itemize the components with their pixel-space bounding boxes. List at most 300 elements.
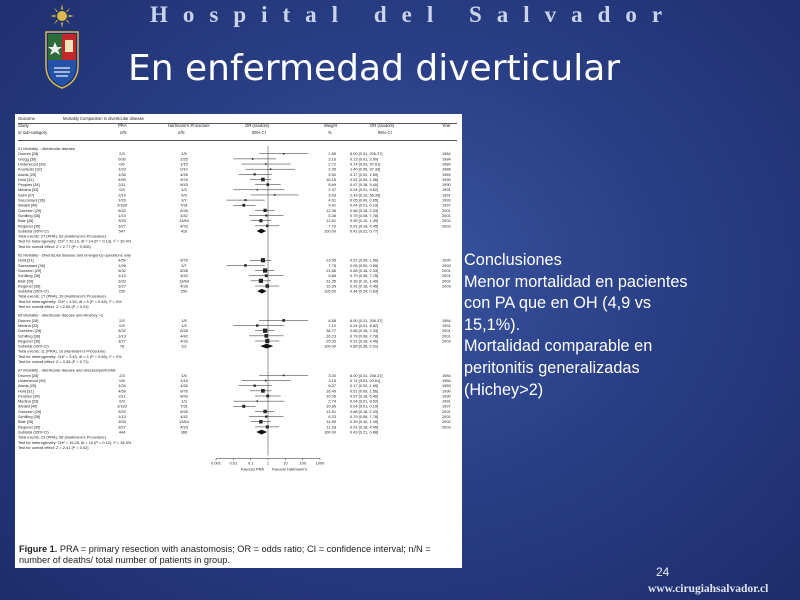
year-value: 1993 (442, 262, 451, 268)
subtotal-ci-text: 0.85 [0.36, 2.01] (350, 343, 379, 349)
study-name: Wedell [40] (18, 202, 38, 208)
slide-header (0, 0, 800, 36)
pra-value: 5/32 (118, 267, 126, 273)
hartmann-value: 6/28 (180, 408, 188, 414)
pra-value: 5/32 (118, 207, 126, 213)
hartmann-value: 8/43 (180, 393, 188, 399)
group-title: 01 Mortality - diverticular disease (18, 146, 75, 151)
year-value: 2001 (442, 328, 451, 334)
weight-value: 16.23 (326, 333, 336, 339)
point-estimate (265, 415, 267, 417)
year-value: 1984 (442, 372, 451, 378)
weight-value: 7.75 (328, 262, 336, 268)
subtotal-weight: 100.00 (324, 228, 336, 234)
group-note: Test for heterogeneity: Chi² = 15.26, df = 10 (P = 0.12), I² = 34.5% (18, 439, 132, 445)
study-name: Hold [31] (18, 257, 34, 263)
or-ci-text: 0.05 [0.00, 0.65] (350, 262, 379, 268)
hartmann-value: 13/64 (179, 278, 189, 284)
year-value: 1991 (442, 398, 451, 404)
subtotal-ci-text: 0.43 [0.21, 0.88] (350, 429, 379, 435)
point-estimate (266, 284, 270, 288)
year-value: 2001 (442, 267, 451, 273)
hartmann-value: 4/42 (180, 273, 188, 279)
subtotal-ci-text: 0.41 [0.22, 0.77] (350, 228, 379, 234)
year-value: 1984 (442, 151, 451, 157)
column-header-row (18, 123, 458, 130)
weight-value: 3.15 (328, 377, 336, 383)
weight-value: 16.49 (326, 388, 336, 394)
study-name: Regenet [35] (18, 338, 41, 344)
weight-value: 2.72 (328, 161, 336, 167)
study-name: Saccomani [36] (18, 262, 45, 268)
hartmann-value: 4/26 (180, 171, 188, 177)
study-name: Blair [26] (18, 218, 34, 224)
point-estimate (266, 425, 269, 428)
point-estimate (259, 279, 263, 283)
weight-value: 7.70 (328, 223, 336, 229)
study-name: Drumm [28] (18, 372, 39, 378)
pra-value: 1/34 (118, 171, 126, 177)
hartmann-value: 9/76 (180, 176, 188, 182)
point-estimate (263, 410, 266, 413)
study-name: Gregg [30] (18, 156, 37, 162)
point-estimate (265, 215, 267, 217)
col-hartmann: Hartmann's Procedure (168, 123, 210, 128)
x-axis-tick-label: 0.001 (211, 460, 221, 466)
hartmann-value: 1/3 (181, 187, 187, 193)
weight-value: 12.61 (326, 218, 336, 224)
hartmann-value: 8/43 (180, 182, 188, 188)
pra-value: 5/32 (118, 328, 126, 334)
study-name: Drumm [28] (18, 317, 39, 323)
or-ci-text: 0.91 [0.18, 4.45] (350, 283, 379, 289)
weight-value: 2.85 (328, 151, 336, 157)
hartmann-value: 0/10 (180, 166, 188, 172)
or-ci-text: 0.51 [0.09, 1.56] (350, 257, 379, 263)
outcome-label: Outcome (18, 116, 35, 121)
or-ci-text: 0.91 [0.18, 4.45] (350, 338, 379, 344)
x-axis-tick-label: 100 (299, 460, 306, 466)
year-value: 1990 (442, 257, 451, 263)
study-name: Underwood [39] (18, 161, 46, 167)
study-name: Regenet [35] (18, 283, 41, 289)
group-note: Test for overall effect: Z = 0.38 (P = 0.71) (18, 359, 89, 364)
header-rule-top (18, 123, 457, 124)
forest-plot-header (18, 116, 458, 137)
pra-value: 3/33 (118, 278, 126, 284)
website-footer: www.cirugiahsalvador.cl (648, 583, 769, 595)
subtotal-diamond (257, 289, 266, 294)
weight-value: 9.41 (328, 202, 336, 208)
hartmann-value: 1/5 (181, 372, 187, 378)
hartmann-value: 1/5 (181, 317, 187, 323)
pra-value: 3/27 (118, 283, 126, 289)
year-value: 1991 (442, 192, 451, 198)
point-estimate (264, 334, 268, 338)
x-axis-tick-label: 1 (266, 460, 270, 466)
university-emblem-icon (40, 2, 84, 90)
study-name: Peoples [34] (18, 182, 40, 188)
group-note: Test for heterogeneity: Chi² = 4.53, df = 5 (P = 0.48), I² = 0% (18, 298, 122, 304)
study-name: Schilling [38] (18, 212, 41, 218)
year-value: 1997 (442, 202, 451, 208)
or-ci-text: 0.24 [0.01, 8.62] (350, 322, 379, 328)
subtotal-hartmann: 250 (180, 288, 188, 294)
point-estimate (261, 389, 265, 393)
point-estimate (265, 274, 268, 277)
year-value: 1984 (442, 156, 451, 162)
weight-value: 2.74 (328, 398, 336, 404)
weight-value: 3.30 (328, 372, 336, 378)
weight-value: 10.05 (326, 393, 336, 399)
subtotal-label: Subtotal (95% CI) (18, 429, 49, 435)
group-title: 02 Mortality - Diverticular disease and emergency operations only (18, 252, 131, 258)
or-ci-text: 0.74 [0.03, 20.61] (350, 377, 381, 383)
group-note: Test for overall effect: Z = 2.55 (P = 0.01) (18, 304, 89, 309)
study-name: Hold [31] (18, 176, 34, 182)
year-value: 2001 (442, 333, 451, 339)
pra-value: 5/32 (118, 408, 126, 414)
hartmann-value: 1/3 (181, 322, 187, 328)
point-estimate (265, 339, 269, 343)
weight-value: 15.39 (326, 283, 336, 289)
hartmann-value: 9/76 (180, 388, 188, 394)
group-note: Test for overall effect: Z = 2.41 (P = 0.02) (18, 444, 89, 450)
weight-value: 9.86 (328, 273, 336, 279)
study-name: Drumm [28] (18, 151, 39, 157)
x-axis-tick-label: 0.1 (247, 460, 254, 466)
col-pra: PRA (118, 123, 127, 128)
point-estimate (254, 173, 256, 175)
hartmann-value: 6/28 (180, 207, 188, 213)
pra-value: 4/59 (118, 176, 126, 182)
pra-value: 2/183 (117, 403, 127, 409)
subtotal-label: Subtotal (95% CI) (18, 288, 49, 294)
weight-value: 29.33 (326, 338, 336, 344)
or-ci-text: 0.04 [0.01, 0.19] (350, 403, 379, 409)
pra-value: 2/3 (119, 317, 125, 323)
conclusions-text (464, 250, 764, 401)
year-value: 1997 (442, 403, 451, 409)
study-name: Alanis [25] (18, 171, 37, 177)
hartmann-value: 4/33 (180, 424, 188, 430)
column-subheader-row (18, 130, 458, 137)
weight-value: 14.59 (326, 419, 336, 425)
subtotal-weight: 100.00 (324, 343, 336, 349)
point-estimate (259, 420, 262, 423)
slide-title: En enfermedad diverticular (128, 48, 621, 89)
weight-value: 38.77 (326, 328, 336, 334)
or-ci-text: 0.68 [0.18, 2.33] (350, 408, 379, 414)
pra-value: 3/33 (118, 419, 126, 425)
or-ci-text: 0.24 [0.01, 8.62] (350, 187, 379, 193)
weight-value: 21.66 (326, 267, 336, 273)
year-value: 1988 (442, 166, 451, 172)
hartmann-value: 6/28 (180, 328, 188, 334)
x-axis-tick-label: 10 (283, 460, 288, 466)
point-estimate (257, 400, 258, 401)
hartmann-value: 4/33 (180, 223, 188, 229)
pra-value: 1/23 (118, 166, 126, 172)
hartmann-value: 4/33 (180, 338, 188, 344)
study-name: Wedell [40] (18, 403, 38, 409)
col-weight-sub: % (328, 130, 332, 135)
pra-value: 1/26 (118, 262, 126, 268)
year-value: 2001 (442, 207, 451, 213)
weight-value: 11.28 (326, 424, 336, 430)
point-estimate (263, 268, 267, 272)
pra-value: 2/183 (117, 202, 127, 208)
year-value: 2002 (442, 218, 451, 224)
study-name: Goezzen [29] (18, 328, 42, 334)
or-ci-text: 2.43 [0.10, 56.39] (350, 192, 381, 198)
pra-value: 3/33 (118, 218, 126, 224)
pra-value: 1/13 (118, 333, 126, 339)
weight-value: 10.89 (326, 403, 336, 409)
pra-value: 4/59 (118, 388, 126, 394)
or-ci-text: 0.68 [0.18, 2.33] (350, 267, 379, 273)
group-note: Total events: 23 (PRA), 58 (Hartmann's Procedure) (18, 434, 106, 440)
study-name: Goezzen [29] (18, 267, 42, 273)
col-or2: OR (random) (370, 123, 395, 128)
weight-value: 4.61 (328, 197, 336, 203)
col-or: OR (random) (245, 123, 270, 128)
pra-value: 1/13 (118, 414, 126, 419)
year-value: 2002 (442, 278, 451, 284)
year-value: 1984 (442, 377, 451, 383)
pra-value: 2/3 (119, 151, 125, 157)
study-name: Hold [31] (18, 388, 34, 394)
conclusions-heading: Conclusiones (464, 251, 562, 269)
figure-caption (19, 544, 457, 566)
figure-caption-text: PRA = primary resection with anastomosis; OR = odds ratio; CI = confidence interval; n/N = number of deaths/ total number of patients in group. (19, 544, 431, 565)
col-or2-sub: 95% CI (378, 130, 392, 135)
year-value: 1984 (442, 161, 451, 167)
pra-value: 3/27 (118, 338, 126, 344)
hartmann-value: 13/64 (179, 218, 189, 224)
point-estimate (259, 219, 262, 222)
point-estimate (256, 324, 258, 326)
study-name: Medina [33] (18, 322, 39, 328)
study-name: Goezzen [29] (18, 207, 42, 213)
year-value: 2001 (442, 273, 451, 279)
x-axis-tick-label: 1000 (315, 460, 325, 466)
or-ci-text: 0.51 [0.09, 1.56] (350, 176, 379, 182)
subtotal-hartmann: 366 (180, 429, 188, 435)
weight-value: 6.37 (328, 383, 336, 389)
pra-value: 3/27 (118, 223, 126, 229)
subtotal-hartmann: 111 (181, 343, 187, 349)
col-weight: Weight (324, 123, 337, 128)
year-value: 2001 (442, 414, 451, 419)
or-ci-text: 0.79 [0.08, 7.78] (350, 273, 379, 279)
group-note: Total events: 27 (PRA), 63 (Hartmann's Procedure) (18, 233, 106, 239)
pra-value: 1/26 (118, 197, 126, 203)
col-hartmann-sub: n/N (178, 130, 185, 135)
point-estimate (283, 375, 285, 377)
col-year: Year (442, 123, 451, 128)
or-ci-text: 0.74 [0.03, 20.61] (350, 161, 381, 167)
or-ci-text: 0.04 [0.01, 0.19] (350, 202, 379, 208)
subtotal-label: Subtotal (95% CI) (18, 228, 49, 234)
subtotal-pra: 444 (118, 429, 126, 435)
conclusions-line: con PA que en OH (4,9 vs (464, 294, 652, 313)
or-ci-text: 0.97 [0.18, 5.40] (350, 393, 379, 399)
weight-value: 2.95 (328, 166, 336, 172)
or-ci-text: 0.68 [0.18, 2.33] (350, 328, 379, 334)
hartmann-value: 3/7 (181, 262, 187, 268)
or-ci-text: 0.39 [0.10, 1.49] (350, 419, 379, 425)
study-name: Blair [26] (18, 278, 34, 284)
group-note: Test for heterogeneity: Chi² = 20.10, df = 14 (P = 0.13), I² = 30.4% (18, 238, 132, 244)
hartmann-value: 4/42 (180, 212, 188, 218)
or-ci-text: 0.97 [0.18, 5.40] (350, 182, 379, 188)
or-ci-text: 0.91 [0.18, 4.45] (350, 223, 379, 229)
study-name: Regenet [35] (18, 223, 41, 229)
point-estimate (261, 178, 265, 182)
pra-value: 3/27 (118, 424, 126, 430)
subtotal-ci-text: 0.44 [0.24, 0.83] (350, 288, 379, 294)
or-ci-text: 0.68 [0.18, 2.33] (350, 207, 379, 213)
weight-value: 23.95 (326, 257, 336, 263)
weight-value: 3.03 (328, 192, 336, 198)
weight-value: 16.15 (326, 176, 336, 182)
or-ci-text: 0.79 [0.08, 7.78] (350, 333, 379, 339)
or-ci-text: 8.00 [0.31, 206.37] (350, 317, 383, 323)
subtotal-diamond (256, 430, 267, 435)
favours-right-label: Favours Hartmann's (272, 466, 307, 472)
subtotal-diamond (257, 229, 266, 234)
hartmann-value: 4/42 (180, 333, 188, 339)
study-name: Alanis [25] (18, 383, 37, 389)
group-note: Total events: 17 (PRA), 39 (Hartmann's Procedure) (18, 293, 106, 299)
pra-value: 0/3 (119, 322, 125, 328)
x-axis-tick-label: 0.01 (229, 460, 238, 466)
pra-value: 2/11 (118, 393, 126, 399)
year-value: 2003 (442, 424, 451, 430)
group-note: Test for overall effect: Z = 2.77 (P = 0.006) (18, 243, 91, 249)
outcome-value: Mortality Comparison in diverticular disease (63, 116, 144, 121)
hartmann-value: 6/28 (180, 267, 188, 273)
or-ci-text: 0.39 [0.10, 1.49] (350, 218, 379, 224)
weight-value: 5.50 (328, 171, 336, 177)
weight-value: 14.91 (326, 408, 336, 414)
point-estimate (263, 329, 267, 333)
subtotal-label: Subtotal (95% CI) (18, 343, 49, 349)
pra-value: 0/6 (119, 161, 125, 167)
hartmann-value: 9/76 (180, 257, 188, 263)
hartmann-value: 7/31 (180, 403, 188, 409)
subtotal-hartmann: 416 (180, 228, 188, 234)
study-name: Schilling [38] (18, 273, 41, 279)
weight-value: 8.69 (328, 182, 336, 188)
year-value: 2001 (442, 408, 451, 414)
group-note: Test for heterogeneity: Chi² = 2.43, df = 4 (P = 0.66), I² = 0% (18, 353, 122, 359)
pra-value: 2/3 (119, 372, 125, 378)
slide-number: 24 (656, 565, 670, 579)
year-value: 1991 (442, 322, 451, 328)
weight-value: 7.12 (328, 322, 336, 328)
year-value: 2003 (442, 338, 451, 344)
year-value: 1991 (442, 187, 451, 193)
hartmann-value: 1/15 (180, 161, 188, 167)
pra-value: 2/11 (118, 182, 126, 188)
study-name: Kourtesis [32] (18, 166, 42, 172)
study-name: Peoples [34] (18, 393, 40, 399)
point-estimate (265, 380, 267, 382)
pra-value: 1/13 (118, 212, 126, 218)
hartmann-value: 2/25 (180, 156, 188, 162)
col-or-sub: 95% CI (252, 130, 266, 135)
or-ci-text: 0.91 [0.18, 4.45] (350, 424, 379, 430)
subtotal-diamond (260, 344, 273, 349)
point-estimate (265, 163, 266, 164)
weight-value: 3.16 (328, 156, 336, 162)
forest-plot-figure (15, 114, 462, 568)
year-value: 2001 (442, 212, 451, 218)
hartmann-value: 13/64 (179, 419, 189, 425)
study-name: Saini [37] (18, 192, 35, 198)
weight-value: 12.96 (326, 207, 336, 213)
study-name: Schilling [38] (18, 414, 41, 419)
conclusions-line: peritonitis generalizadas (464, 358, 640, 377)
forest-plot-outcome-row (18, 116, 458, 123)
year-value: 1984 (442, 317, 451, 323)
or-ci-text: 0.51 [0.09, 1.56] (350, 388, 379, 394)
weight-value: 2.37 (328, 187, 336, 193)
conclusions-line: 15,1%). (464, 315, 521, 334)
point-estimate (242, 405, 245, 408)
study-name: Underwood [39] (18, 377, 46, 383)
or-ci-text: 0.05 [0.00, 0.65] (350, 197, 379, 203)
hartmann-value: 3/7 (181, 197, 187, 203)
study-name: Saccomani [36] (18, 197, 45, 203)
pra-value: 0/3 (119, 187, 125, 193)
hartmann-value: 1/15 (180, 377, 188, 383)
weight-value: 8.58 (328, 317, 336, 323)
pra-value: 1/13 (118, 273, 126, 279)
point-estimate (252, 158, 254, 160)
year-value: 1990 (442, 176, 451, 182)
point-estimate (254, 385, 256, 387)
weight-value: 5.36 (328, 212, 336, 218)
point-estimate (244, 264, 247, 267)
group-title: 05 Mortality - diverticular disease and Hinchey >2 (18, 312, 104, 318)
study-name: Schilling [38] (18, 333, 41, 339)
study-name: Blair [26] (18, 419, 34, 425)
point-estimate (274, 194, 276, 196)
hospital-name: Hospital del Salvador (150, 2, 678, 27)
year-value: 1989 (442, 171, 451, 177)
or-ci-text: 0.79 [0.08, 7.78] (350, 212, 379, 218)
hartmann-value: 7/31 (180, 202, 188, 208)
point-estimate (263, 209, 266, 212)
point-estimate (261, 258, 265, 262)
year-value: 2003 (442, 283, 451, 289)
hartmann-value: 4/33 (180, 283, 188, 289)
point-estimate (244, 199, 246, 201)
year-value: 1989 (442, 383, 451, 389)
or-ci-text: 1.40 [0.05, 37.33] (350, 166, 381, 172)
point-estimate (283, 153, 285, 155)
subtotal-pra: 78 (119, 343, 125, 349)
year-value: 2002 (442, 419, 451, 425)
header-rule-bottom (18, 140, 457, 141)
subtotal-weight: 100.00 (324, 288, 336, 294)
col-study-sub: or sub-category (18, 130, 48, 135)
hartmann-value: 1/5 (181, 151, 187, 157)
or-ci-text: 0.17 [0.02, 1.69] (350, 383, 379, 389)
